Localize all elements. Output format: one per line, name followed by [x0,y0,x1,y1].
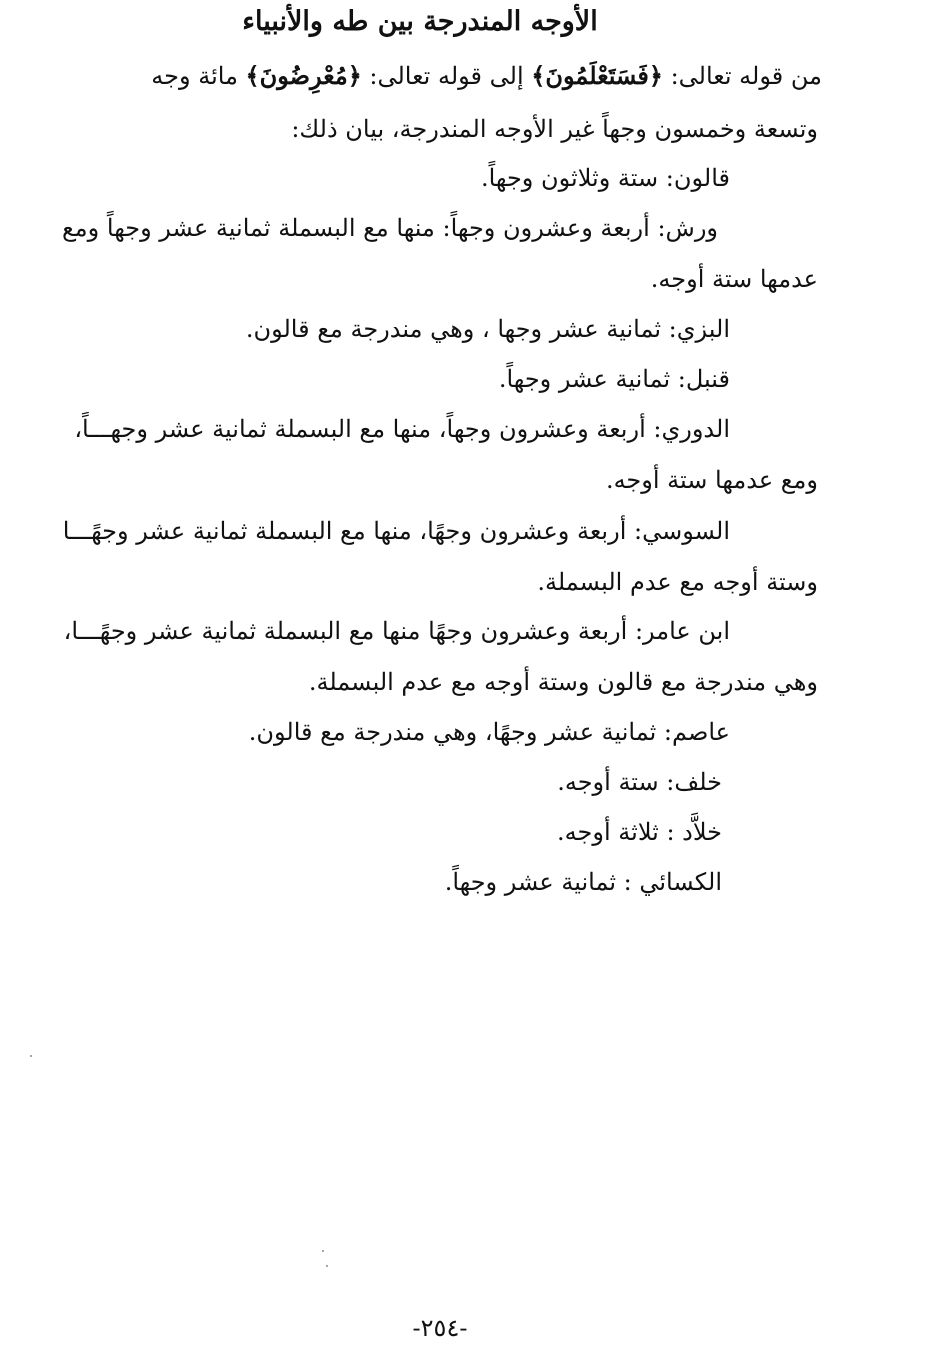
intro-line-1 [151,60,822,92]
entry-kisai: الكسائي : ثمانية عشر وجهاً. [444,868,722,896]
intro-line-2: وتسعة وخمسون وجهاً غير الأوجه المندرجة، بيان ذلك: [291,115,818,143]
entry-ibn-amir-cont: وهي مندرجة مع قالون وستة أوجه مع عدم البسملة. [308,668,818,696]
verse-quote-2: ﴿مُعْرِضُونَ﴾ [245,61,362,90]
intro-suffix: مائة وجه [151,62,246,90]
entry-qunbul: قنبل: ثمانية عشر وجهاً. [498,365,730,393]
intro-prefix: من قوله تعالى: [662,62,822,90]
page-title: الأوجه المندرجة بين طه والأنبياء [242,6,598,37]
entry-warsh: ورش: أربعة وعشرون وجهاً: منها مع البسملة ثمانية عشر وجهاً ومع [62,214,718,242]
entry-susi: السوسي: أربعة وعشرون وجهًا، منها مع البسملة ثمانية عشر وجهًـــا [62,517,730,545]
scan-speck [326,1265,328,1267]
scan-speck [322,1250,324,1252]
verse-quote-1: ﴿فَسَتَعْلَمُونَ﴾ [531,61,663,90]
page-number: -٢٥٤- [412,1314,468,1342]
entry-warsh-cont: عدمها ستة أوجه. [650,265,818,293]
entry-ibn-amir: ابن عامر: أربعة وعشرون وجهًا منها مع البسملة ثمانية عشر وجهًـــا، [63,617,730,645]
intro-mid: إلى قوله تعالى: [361,62,532,90]
entry-qalun: قالون: ستة وثلاثون وجهاً. [480,164,730,192]
entry-susi-cont: وستة أوجه مع عدم البسملة. [537,568,818,596]
entry-bazzi: البزي: ثمانية عشر وجها ، وهي مندرجة مع قالون. [245,315,730,343]
entry-duri-cont: ومع عدمها ستة أوجه. [605,466,818,494]
entry-duri: الدوري: أربعة وعشرون وجهاً، منها مع البسملة ثمانية عشر وجهـــاً، [74,415,730,443]
entry-khallad: خلاَّد : ثلاثة أوجه. [557,818,722,846]
scan-speck [30,1055,32,1057]
entry-asim: عاصم: ثمانية عشر وجهًا، وهي مندرجة مع قالون. [248,718,730,746]
entry-khalaf: خلف: ستة أوجه. [557,768,722,796]
